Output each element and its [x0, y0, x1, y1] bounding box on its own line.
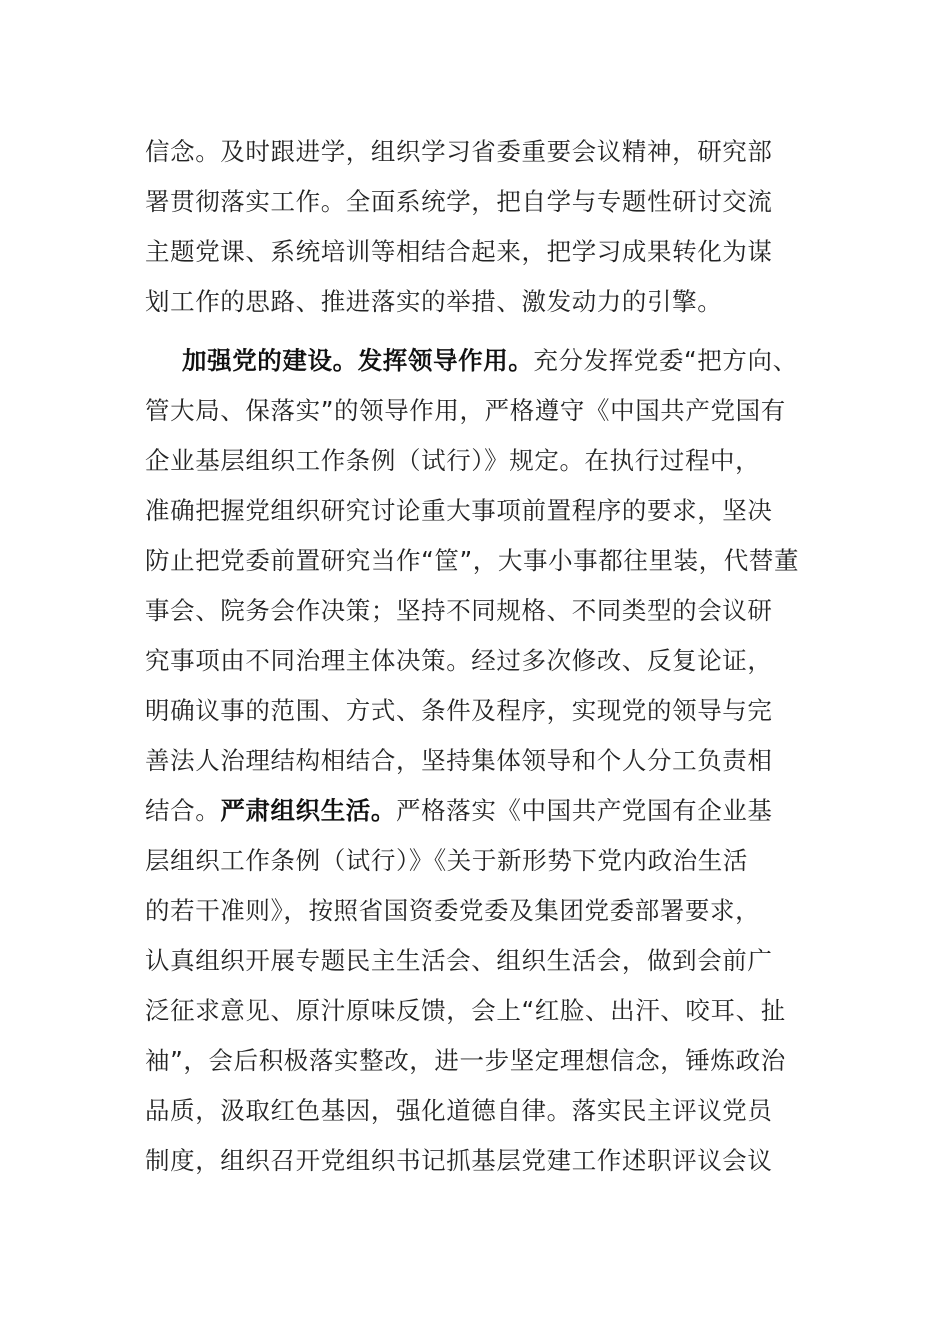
text-line: 划工作的思路、推进落实的举措、激发动力的引擎。	[145, 287, 723, 316]
text-fragment: 严格落实《中国共产党国有企业基	[396, 796, 773, 825]
text-line: 管大局、保落实”的领导作用，严格遵守《中国共产党国有	[145, 396, 786, 425]
text-line: 准确把握党组织研究讨论重大事项前置程序的要求，坚决	[145, 496, 773, 525]
section-subheading: 严肃组织生活。	[220, 796, 397, 825]
text-line: 防止把党委前置研究当作“筐”，大事小事都往里装，代替董	[145, 546, 800, 575]
text-fragment: 充分发挥党委“把方向、	[533, 346, 798, 375]
text-line: 企业基层组织工作条例（试行）》规定。在执行过程中，	[145, 446, 761, 475]
text-line	[145, 786, 807, 836]
text-line: 善法人治理结构相结合，坚持集体领导和个人分工负责相	[145, 746, 773, 775]
paragraph-party-building	[145, 336, 807, 1186]
text-line: 制度，组织召开党组织书记抓基层党建工作述职评议会议	[145, 1146, 773, 1175]
text-line: 信念。及时跟进学，组织学习省委重要会议精神，研究部	[145, 137, 773, 166]
text-line: 主题党课、系统培训等相结合起来，把学习成果转化为谋	[145, 237, 773, 266]
text-line: 泛征求意见、原汁原味反馈，会上“红脸、出汗、咬耳、扯	[145, 996, 786, 1025]
text-line: 明确议事的范围、方式、条件及程序，实现党的领导与完	[145, 696, 773, 725]
section-heading: 加强党的建设。发挥领导作用。	[182, 346, 534, 375]
text-line: 品质，汲取红色基因，强化道德自律。落实民主评议党员	[145, 1096, 773, 1125]
paragraph-study	[145, 127, 807, 327]
text-line: 层组织工作条例（试行）》《关于新形势下党内政治生活	[145, 846, 748, 875]
text-line: 认真组织开展专题民主生活会、组织生活会，做到会前广	[145, 946, 773, 975]
text-line: 的若干准则》，按照省国资委党委及集团党委部署要求，	[145, 896, 761, 925]
text-line: 究事项由不同治理主体决策。经过多次修改、反复论证，	[145, 646, 773, 675]
text-line: 事会、院务会作决策；坚持不同规格、不同类型的会议研	[145, 596, 773, 625]
text-line: 袖”，会后积极落实整改，进一步坚定理想信念，锤炼政治	[145, 1046, 786, 1075]
text-fragment: 结合。	[145, 796, 221, 825]
text-line	[145, 336, 807, 386]
text-line: 署贯彻落实工作。全面系统学，把自学与专题性研讨交流	[145, 187, 773, 216]
